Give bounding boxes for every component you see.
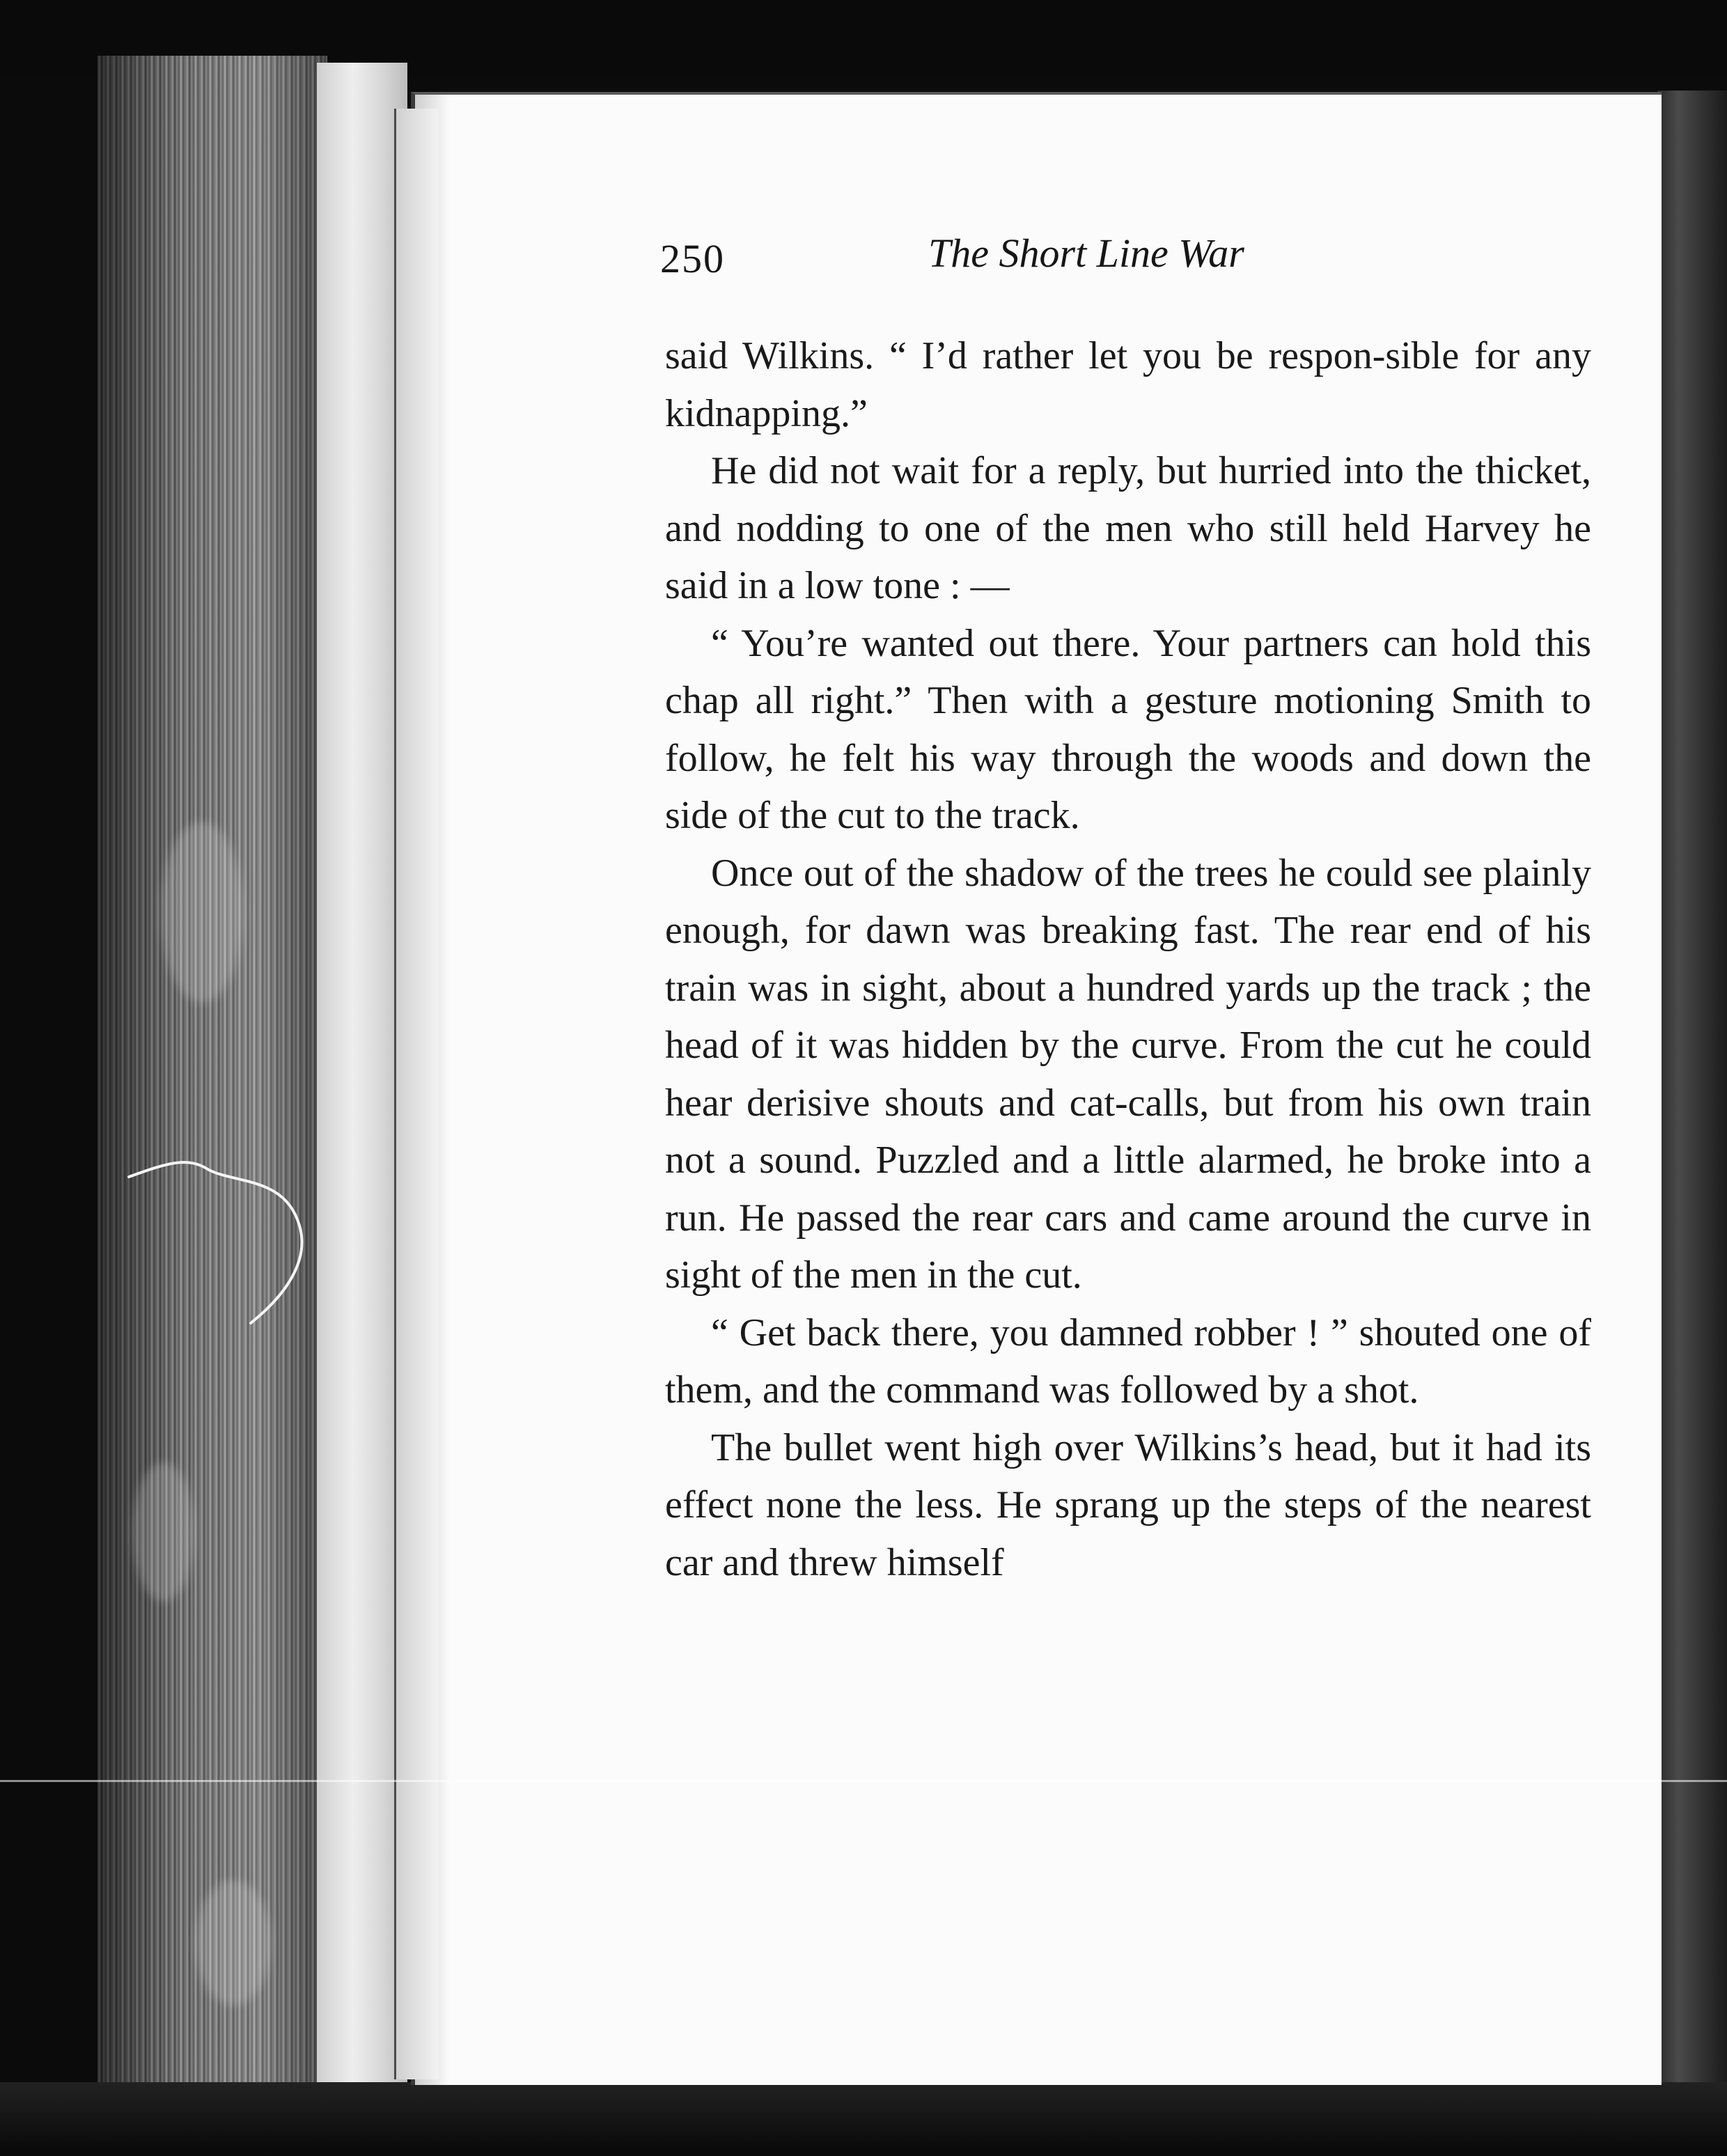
facing-page-edge [1657,91,1727,2089]
scan-artifact-line [0,1780,1727,1782]
page-gutter-shadow [394,109,438,2079]
scan-bottom-border [0,2082,1727,2156]
pencil-scribble-mark [125,1156,320,1351]
scan-smudge [160,822,244,1003]
paragraph: The bullet went high over Wilkins’s head, but it had its effect none the less. He sprang up the steps of the nearest car and threw himself [665,1425,1591,1584]
page-number: 250 [660,236,725,281]
scan-smudge [195,1880,272,2006]
paragraph: said Wilkins. “ I’d rather let you be respon-sible for any kidnapping.” [665,334,1591,435]
book-title: The Short Line War [928,231,1244,276]
book-page-edges [97,56,327,2089]
paragraph: Once out of the shadow of the trees he could see plainly enough, for dawn was breaking fast. The rear end of his train was in sight, about a hundred yards up the track ; the head of it was hidden by the curve. From the cut he could hear derisive shouts and cat-calls, but from his own train not a sound. Puzzled and a little alarmed, he broke into a run. He passed the rear cars and came around the curve in sight of the men in the cut. [665,851,1591,1297]
paragraph: “ You’re wanted out there. Your partners can hold this chap all right.” Then with a gesture motioning Smith to follow, he felt his way through the woods and down the side of the cut to the track. [665,621,1591,837]
body-text [665,327,1591,1591]
scan-smudge [132,1462,195,1602]
paragraph: “ Get back there, you damned robber ! ” shouted one of them, and the command was followed by a shot. [665,1311,1591,1412]
running-head [660,230,1357,292]
paragraph: He did not wait for a reply, but hurried into the thicket, and nodding to one of the men who still held Harvey he said in a low tone : — [665,449,1591,607]
